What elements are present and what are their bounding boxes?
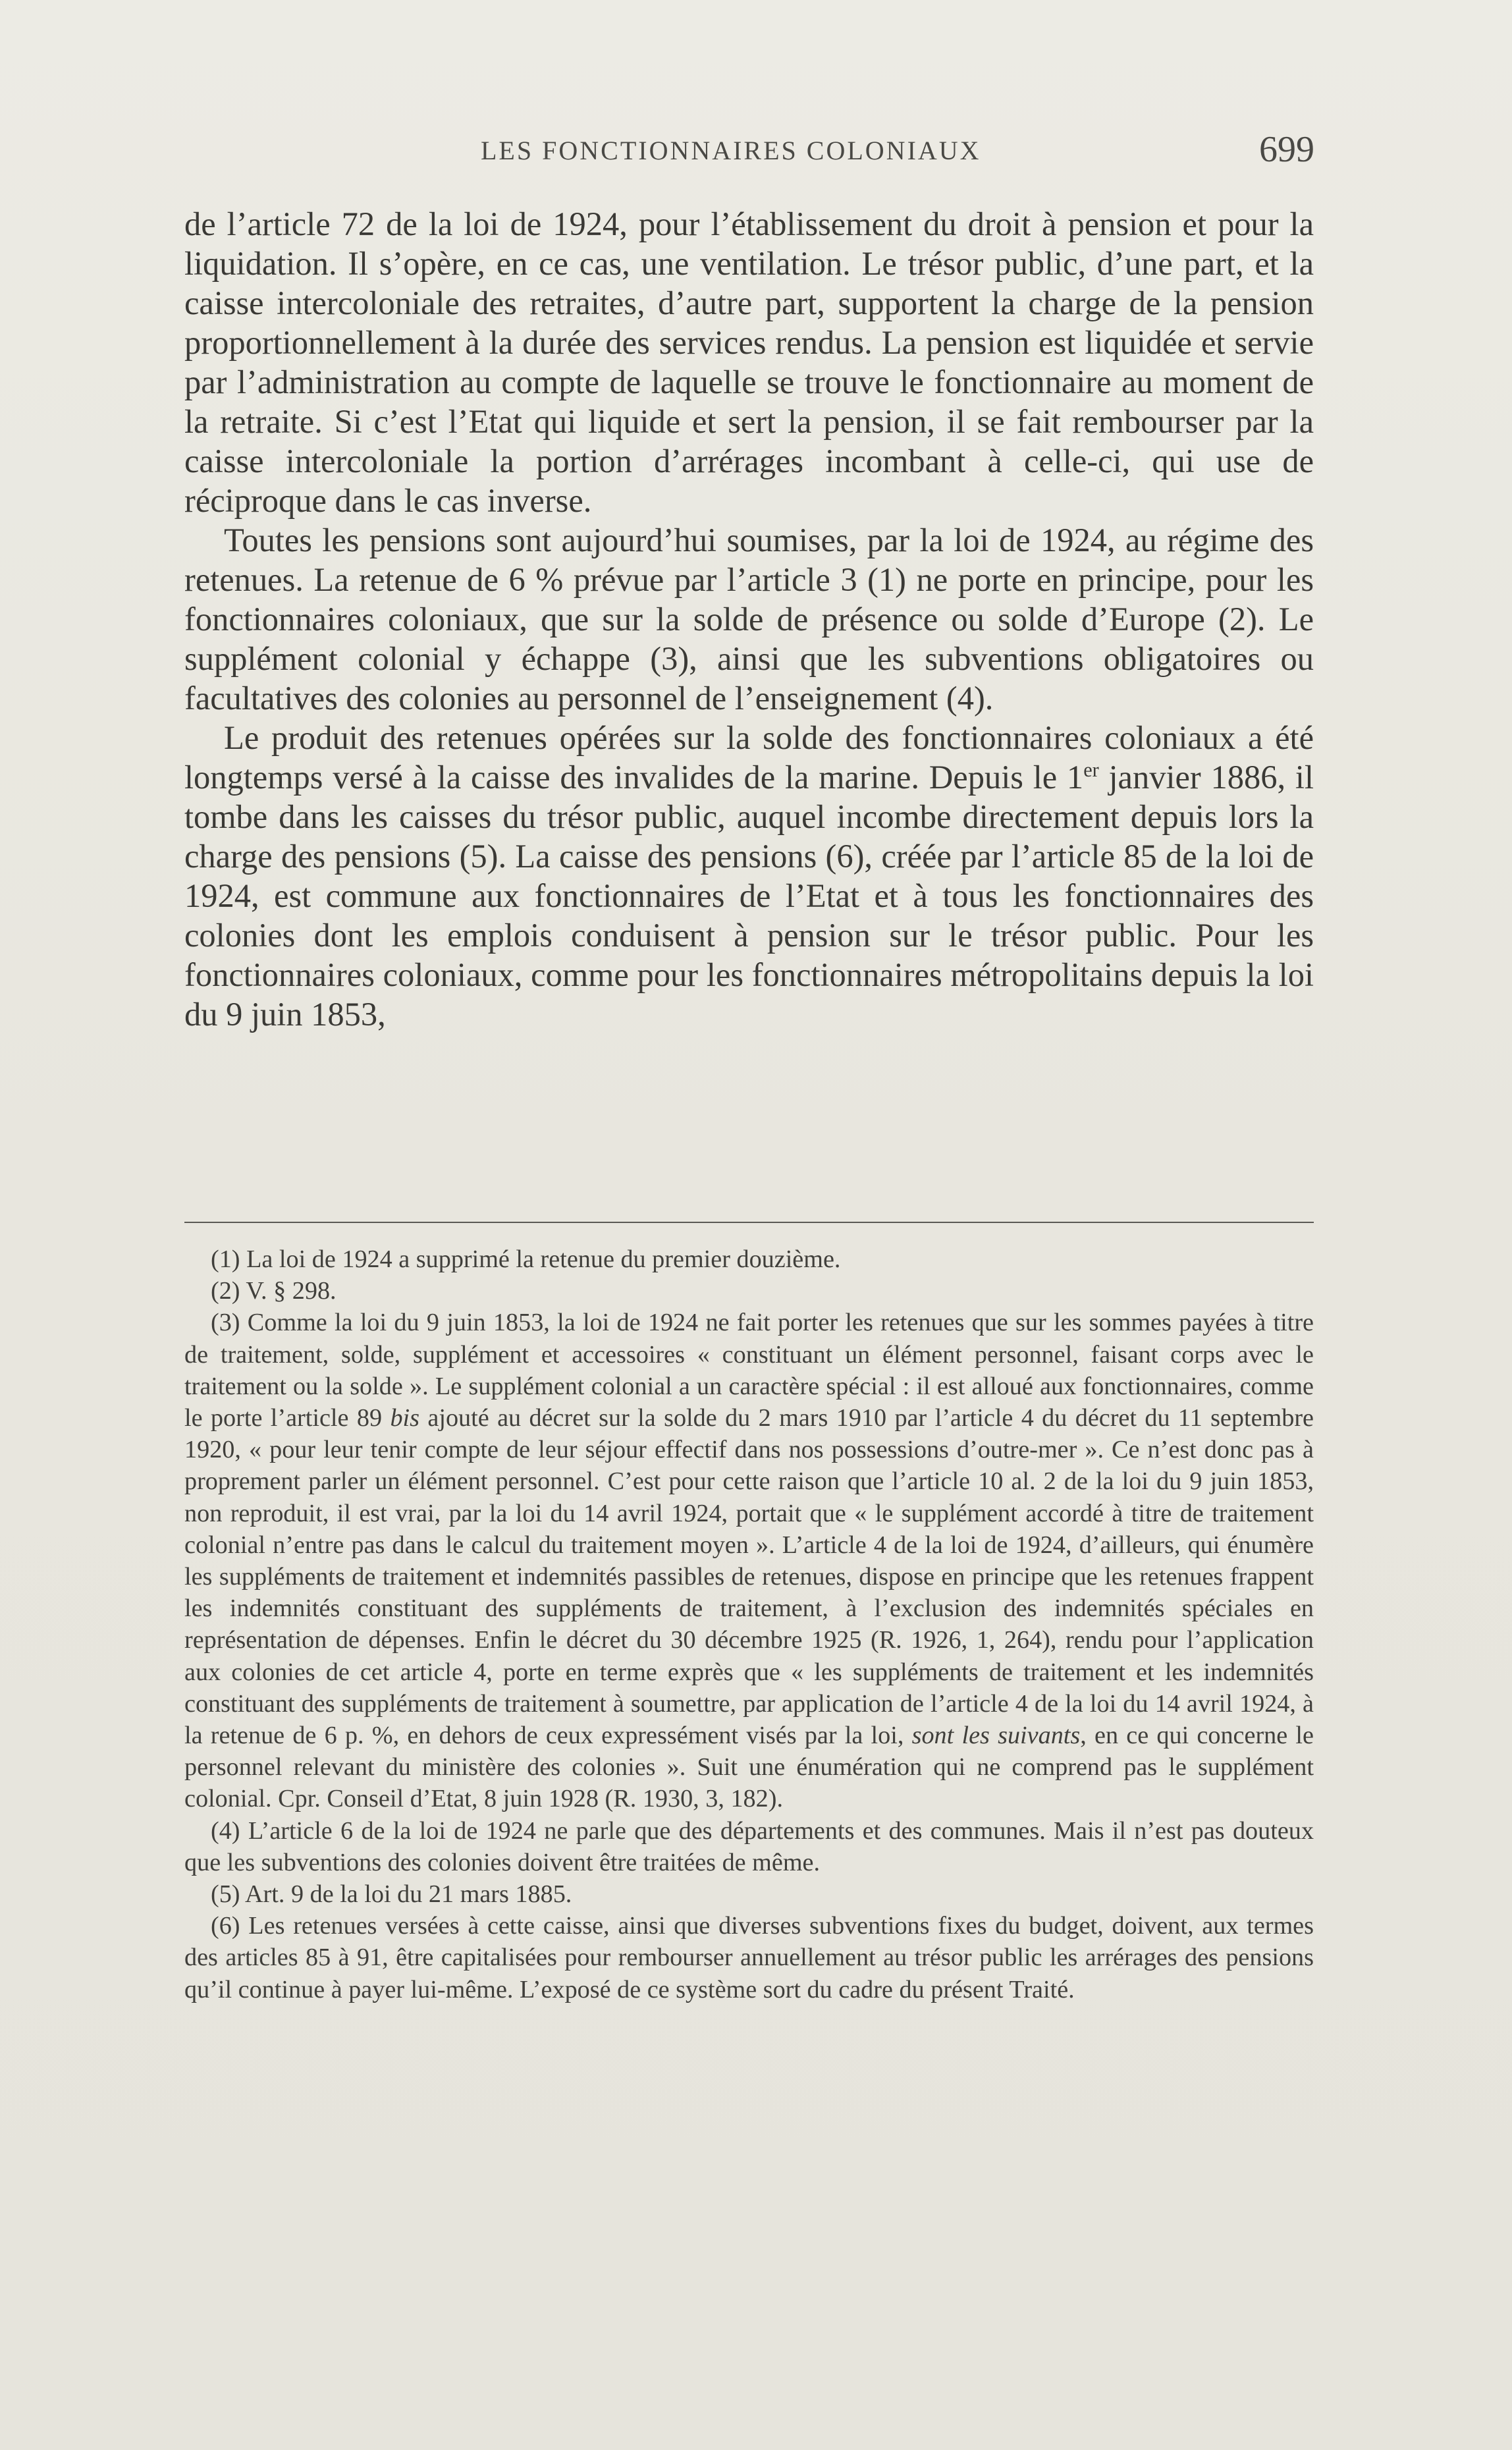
paragraph-3-end: janvier 1886, il tombe dans les caisses du trésor public, auquel incombe directement depuis lors la charge des pensions (5). La caisse des pensions (6), créée par l’article 85 de la loi de 1924, est commune aux fonctionnaires de l’Etat et à tous les fonctionnaires des colonies dont les emplois conduisent à pension sur le trésor public. Pour les fonctionnaires coloniaux, comme pour les fonctionnaires métropolitains depuis la loi du 9 juin 1853,: [184, 759, 1314, 1033]
paragraph-2: Toutes les pensions sont aujourd’hui soumises, par la loi de 1924, au régime des retenues. La retenue de 6 % prévue par l’article 3 (1) ne porte en principe, pour les fonctionnaires coloniaux, que sur la solde de présence ou solde d’Europe (2). Le supplément colonial y échappe (3), ainsi que les subventions obligatoires ou facultatives des colonies au personnel de l’enseignement (4).: [184, 522, 1314, 717]
paragraph-3-start: Le produit des retenues opérées sur la solde des fonctionnaires coloniaux a été longtemps versé à la caisse des invalides de la marine. Depuis le 1: [184, 719, 1314, 796]
footnote-3-part-3: , en ce qui concerne le personnel relevant du ministère des colonies ». Suit une énumération qui ne comprend pas le supplément colonial. Cpr. Conseil d’Etat, 8 juin 1928 (R. 1930, 3, 182).: [184, 1722, 1314, 1813]
footnote-5: (5) Art. 9 de la loi du 21 mars 1885.: [211, 1880, 572, 1909]
footnote-3-part-1: (3) Comme la loi du 9 juin 1853, la loi de 1924 ne fait porter les retenues que sur les sommes payées à titre de traitement, solde, supplément et accessoires « constituant un élément personnel, faisant corps avec le traitement ou la solde ». Le supplément colonial a un caractère spécial : il est alloué aux fonctionnaires, comme le porte l’article 89: [184, 1309, 1314, 1432]
footnote-1: (1) La loi de 1924 a supprimé la retenue du premier douzième.: [211, 1245, 841, 1273]
footnotes: [184, 1243, 1314, 2005]
footnote-4: (4) L’article 6 de la loi de 1924 ne parle que des départements et des communes. Mais il n’est pas douteux que les subventions des colonies doivent être traitées de même.: [184, 1816, 1314, 1876]
footnote-3: [184, 1307, 1314, 1814]
page-number: 699: [1259, 129, 1314, 170]
main-text: [184, 204, 1314, 1034]
footnote-divider: [184, 1222, 1314, 1223]
running-title: LES FONCTIONNAIRES COLONIAUX: [481, 136, 981, 165]
footnote-2: (2) V. § 298.: [211, 1277, 337, 1305]
footnote-3-bis: bis: [390, 1404, 420, 1432]
footnote-3-part-2: ajouté au décret sur la solde du 2 mars 1910 par l’article 4 du décret du 11 septembre 1920, « pour leur tenir compte de leur séjour effectif dans nos possessions d’outre-mer ». Ce n’est donc pas à proprement parler un élément personnel. C’est pour cette raison que l’article 10 al. 2 de la loi du 9 juin 1853, non reproduit, il est vrai, par la loi du 14 avril 1924, portait que « le supplément accordé à titre de traitement colonial n’entre pas dans le calcul du traitement moyen ». L’article 4 de la loi de 1924, d’ailleurs, qui énumère les suppléments de traitement et indemnités passibles de retenues, dispose en principe que les retenues frappent les indemnités constituant des suppléments de traitement, à l’exclusion des indemnités spéciales en représentation de dépenses. Enfin le décret du 30 décembre 1925 (R. 1926, 1, 264), rendu pour l’application aux colonies de cet article 4, porte en terme exprès que « les suppléments de traitement et les indemnités constituant des suppléments de traitement à soumettre, par application de l’article 4 de la loi du 14 avril 1924, à la retenue de 6 p. %, en dehors de ceux expressément visés par la loi,: [184, 1404, 1314, 1750]
footnote-3-emphasis: sont les suivants: [911, 1722, 1081, 1750]
ordinal-superscript: er: [1083, 759, 1099, 782]
footnote-6: (6) Les retenues versées à cette caisse, ainsi que diverses subventions fixes du budget, doivent, aux termes des articles 85 à 91, être capitalisées pour rembourser annuellement au trésor public les arrérages des pensions qu’il continue à payer lui-même. L’exposé de ce système sort du cadre du présent Traité.: [184, 1912, 1314, 2003]
paragraph-3: [184, 718, 1314, 1034]
paragraph-1: de l’article 72 de la loi de 1924, pour l’établissement du droit à pension et pour la liquidation. Il s’opère, en ce cas, une ventilation. Le trésor public, d’une part, et la caisse intercoloniale des retraites, d’autre part, supportent la charge de la pension proportionnellement à la durée des services rendus. La pension est liquidée et servie par l’administration au compte de laquelle se trouve le fonctionnaire au moment de la retraite. Si c’est l’Etat qui liquide et sert la pension, il se fait rembourser par la caisse intercoloniale la portion d’arrérages incombant à celle-ci, qui use de réciproque dans le cas inverse.: [184, 205, 1314, 519]
